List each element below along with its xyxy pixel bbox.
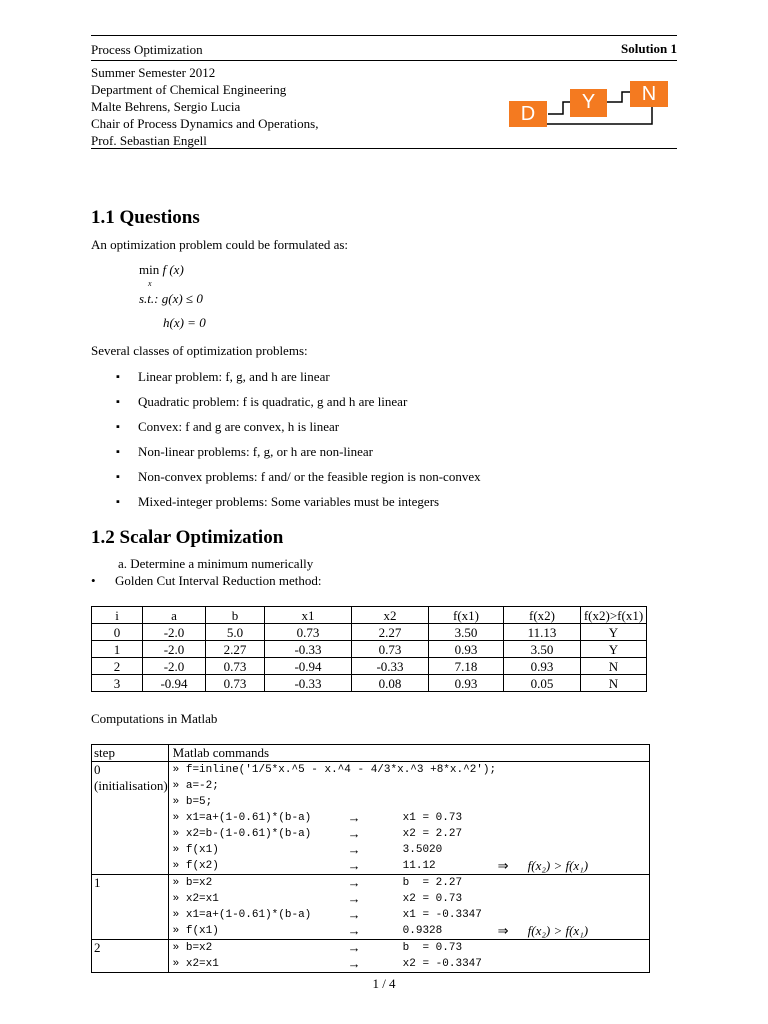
command-line: » b=x2 → b = 0.73 (172, 940, 463, 955)
table-row (92, 624, 647, 641)
header-info (91, 64, 318, 149)
commands-cell (168, 940, 649, 973)
table-cell: 3.50 (429, 624, 504, 641)
table-cell: 0.73 (352, 641, 429, 658)
table-cell: 2 (92, 658, 143, 675)
table-cell: Y (581, 641, 647, 658)
header-mid-rule (91, 60, 677, 61)
step-cell: 0 (initialisation) (92, 762, 169, 875)
table-cell: 0.93 (504, 658, 581, 675)
problem-classes-list (116, 369, 481, 519)
column-header: b (206, 607, 265, 624)
formulation-intro: An optimization problem could be formulated as: (91, 237, 349, 252)
item-a: a. Determine a minimum numerically (118, 556, 314, 571)
logo-n: N (630, 81, 668, 107)
column-header: step (92, 745, 169, 762)
section-1-1-title: 1.1 Questions (91, 207, 200, 228)
list-item: ▪ Quadratic problem: f is quadratic, g and h are linear (116, 394, 481, 419)
commands-cell (168, 875, 649, 940)
commands-cell (168, 762, 649, 875)
command-line: » f(x1) → 0.9328 ⇒ f(x₂) > f(x₁) (172, 923, 589, 938)
table-row (92, 762, 650, 875)
command-line: » x1=a+(1-0.61)*(b-a) → x1 = 0.73 (172, 810, 463, 825)
list-item: ▪ Non-linear problems: f, g, or h are non-linear (116, 444, 481, 469)
command-line: » b=x2 → b = 2.27 (172, 875, 463, 890)
table-cell: 0.73 (206, 675, 265, 692)
table-cell: -0.94 (143, 675, 206, 692)
golden-cut-table (91, 606, 647, 692)
table-cell: 0.73 (265, 624, 352, 641)
page-number: 1 / 4 (372, 976, 396, 991)
command-line: » x2=x1 → x2 = 0.73 (172, 891, 463, 906)
table-cell: -2.0 (143, 641, 206, 658)
course-title: Process Optimization (91, 42, 203, 57)
table-cell: 0.08 (352, 675, 429, 692)
command-line: » b=5; (172, 796, 213, 808)
table-cell: N (581, 675, 647, 692)
table-header-row (92, 607, 647, 624)
table-cell: 0.05 (504, 675, 581, 692)
table-cell: -2.0 (143, 658, 206, 675)
table-cell: 2.27 (206, 641, 265, 658)
solution-label: Solution 1 (621, 41, 677, 56)
column-header: i (92, 607, 143, 624)
column-header: x2 (352, 607, 429, 624)
table-cell: 5.0 (206, 624, 265, 641)
table-cell: 11.13 (504, 624, 581, 641)
table-row (92, 641, 647, 658)
logo-d: D (509, 101, 547, 127)
method-line (91, 573, 322, 589)
table-cell: -0.94 (265, 658, 352, 675)
table-header-row (92, 745, 650, 762)
logo-y: Y (570, 89, 607, 117)
table-row (92, 940, 650, 973)
table-cell: -0.33 (265, 641, 352, 658)
table-cell: 3 (92, 675, 143, 692)
table-row (92, 875, 650, 940)
step-cell: 2 (92, 940, 169, 973)
command-line: » x2=b-(1-0.61)*(b-a) → x2 = 2.27 (172, 826, 463, 841)
authors: Malte Behrens, Sergio Lucia (91, 99, 241, 114)
header-bottom-rule (91, 148, 677, 149)
min-subscript: x (148, 279, 152, 288)
objective-min: min f (x) (139, 262, 184, 277)
command-line: » x1=a+(1-0.61)*(b-a) → x1 = -0.3347 (172, 907, 482, 922)
table-cell: 0 (92, 624, 143, 641)
column-header: a (143, 607, 206, 624)
command-line: » f(x1) → 3.5020 (172, 842, 443, 857)
command-line: » a=-2; (172, 780, 219, 792)
table-row (92, 658, 647, 675)
professor: Prof. Sebastian Engell (91, 133, 207, 148)
method-label: Golden Cut Interval Reduction method: (115, 573, 322, 588)
inequality-constraint: s.t.: g(x) ≤ 0 (139, 291, 203, 306)
classes-intro: Several classes of optimization problems: (91, 343, 308, 358)
table-cell: -0.33 (352, 658, 429, 675)
column-header: Matlab commands (168, 745, 649, 762)
command-line: » f=inline('1/5*x.^5 - x.^4 - 4/3*x.^3 +8*x.^2'); (172, 764, 497, 776)
table-cell: 7.18 (429, 658, 504, 675)
table-cell: 1 (92, 641, 143, 658)
department: Department of Chemical Engineering (91, 82, 287, 97)
table-row (92, 675, 647, 692)
step-cell: 1 (92, 875, 169, 940)
equality-constraint: h(x) = 0 (163, 315, 206, 330)
command-line: » x2=x1 → x2 = -0.3347 (172, 956, 482, 971)
column-header: f(x1) (429, 607, 504, 624)
command-line: » f(x2) → 11.12 ⇒ f(x₂) > f(x₁) (172, 858, 589, 873)
list-item: ▪ Non-convex problems: f and/ or the feasible region is non-convex (116, 469, 481, 494)
semester: Summer Semester 2012 (91, 65, 216, 80)
matlab-table (91, 744, 650, 973)
header-top-rule (91, 35, 677, 36)
table-cell: -2.0 (143, 624, 206, 641)
table-cell: 0.73 (206, 658, 265, 675)
table-cell: Y (581, 624, 647, 641)
table-cell: 2.27 (352, 624, 429, 641)
matlab-label: Computations in Matlab (91, 711, 218, 726)
section-1-2-title: 1.2 Scalar Optimization (91, 527, 284, 548)
list-item: ▪ Mixed-integer problems: Some variables must be integers (116, 494, 481, 519)
table-cell: -0.33 (265, 675, 352, 692)
column-header: x1 (265, 607, 352, 624)
column-header: f(x2) (504, 607, 581, 624)
chair: Chair of Process Dynamics and Operations, (91, 116, 319, 131)
table-cell: 0.93 (429, 641, 504, 658)
list-item: ▪ Convex: f and g are convex, h is linear (116, 419, 481, 444)
table-cell: 3.50 (504, 641, 581, 658)
list-item: ▪ Linear problem: f, g, and h are linear (116, 369, 481, 394)
table-cell: N (581, 658, 647, 675)
bullet-icon: • (91, 573, 96, 588)
column-header: f(x2)>f(x1) (581, 607, 647, 624)
table-cell: 0.93 (429, 675, 504, 692)
